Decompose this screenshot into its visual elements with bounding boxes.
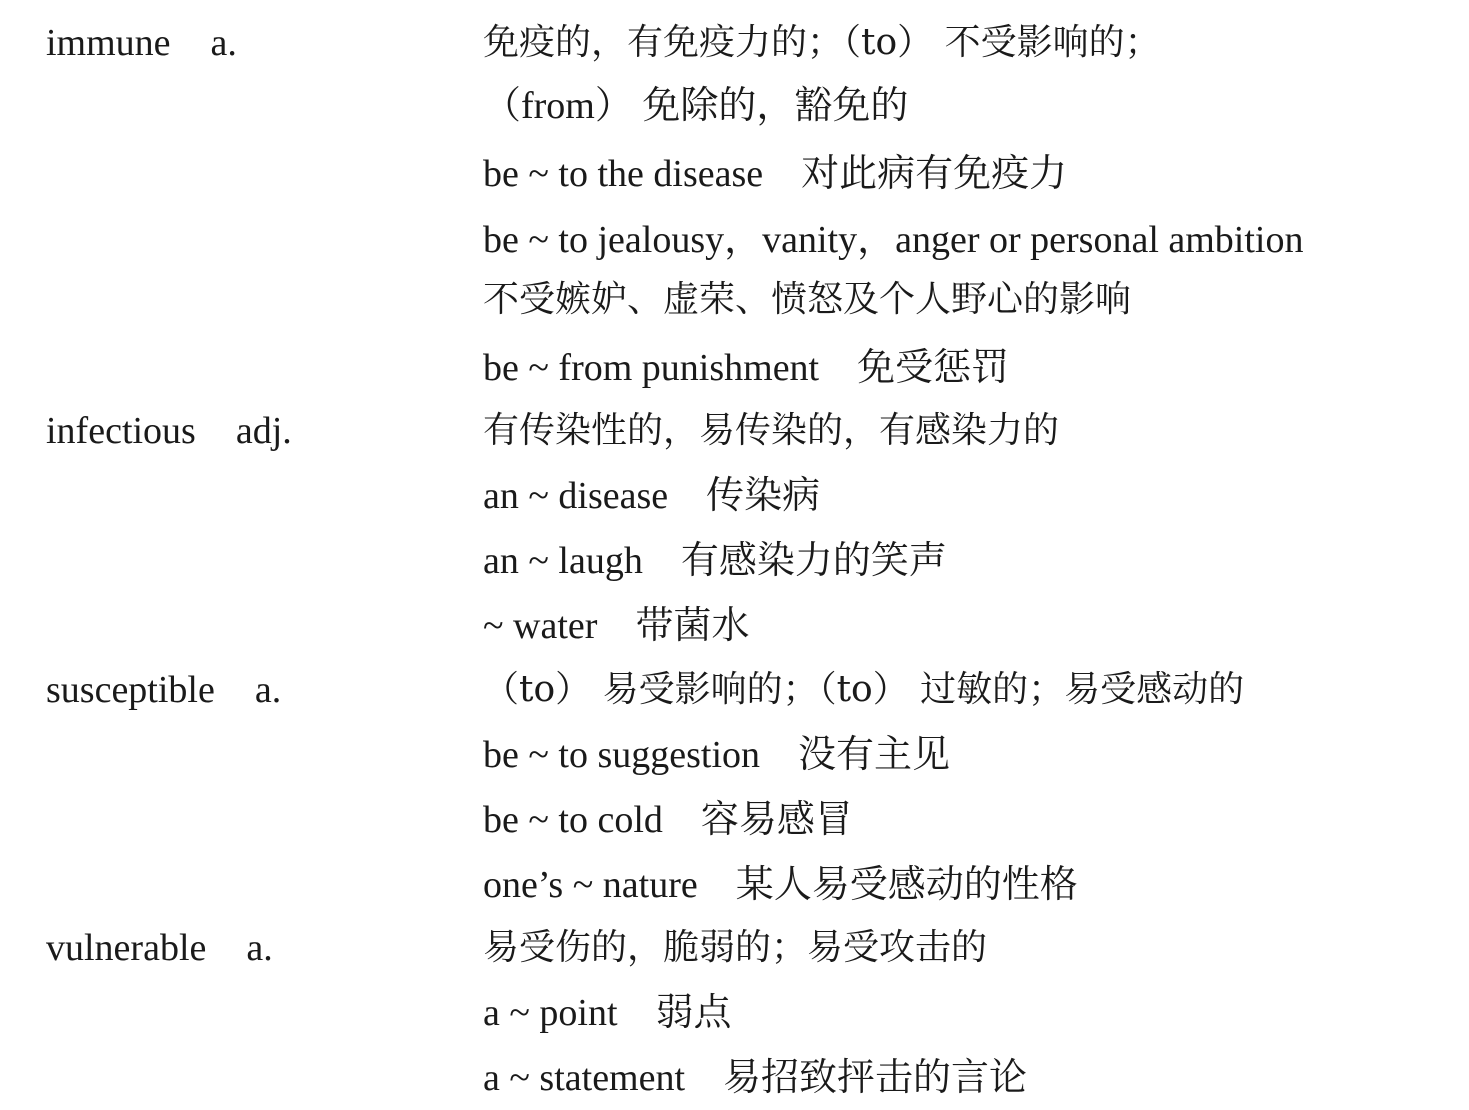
part-of-speech: a. bbox=[246, 927, 273, 969]
example-line: ~ water 带菌水 bbox=[483, 605, 750, 647]
example-line: one’s ~ nature 某人易受感动的性格 bbox=[483, 864, 1078, 906]
example-line: a ~ point 弱点 bbox=[483, 992, 732, 1034]
headword bbox=[46, 665, 281, 715]
headword-text: susceptible bbox=[46, 669, 215, 711]
definition-line: 易受伤的，脆弱的；易受攻击的 bbox=[483, 927, 988, 968]
headword-text: vulnerable bbox=[46, 927, 207, 969]
example-line: be ~ to the disease 对此病有免疫力 bbox=[483, 153, 1068, 195]
headword-text: infectious bbox=[46, 410, 196, 452]
headword bbox=[46, 18, 237, 68]
definition-line: （from） 免除的，豁免的 bbox=[483, 85, 909, 127]
part-of-speech: a. bbox=[210, 22, 237, 64]
example-line: be ~ to jealousy，vanity，anger or personal ambition bbox=[483, 219, 1304, 261]
part-of-speech: adj. bbox=[235, 410, 292, 452]
example-line: be ~ to cold 容易感冒 bbox=[483, 799, 853, 841]
example-translation: 不受嫉妒、虚荣、愤怒及个人野心的影响 bbox=[483, 279, 1132, 320]
example-line: a ~ statement 易招致抨击的言论 bbox=[483, 1057, 1028, 1099]
example-line: be ~ from punishment 免受惩罚 bbox=[483, 347, 1010, 389]
part-of-speech: a. bbox=[254, 669, 282, 711]
definition-line: 有传染性的，易传染的，有感染力的 bbox=[483, 410, 1060, 451]
headword-text: immune bbox=[46, 22, 171, 64]
example-line: an ~ laugh 有感染力的笑声 bbox=[483, 540, 947, 582]
definition-line: 免疫的，有免疫力的；（to） 不受影响的； bbox=[483, 22, 1161, 63]
headword bbox=[46, 923, 273, 973]
example-line: an ~ disease 传染病 bbox=[483, 475, 821, 517]
example-line: be ~ to suggestion 没有主见 bbox=[483, 734, 951, 776]
definition-line: （to） 易受影响的；（to） 过敏的；易受感动的 bbox=[483, 669, 1245, 710]
headword bbox=[46, 406, 292, 456]
